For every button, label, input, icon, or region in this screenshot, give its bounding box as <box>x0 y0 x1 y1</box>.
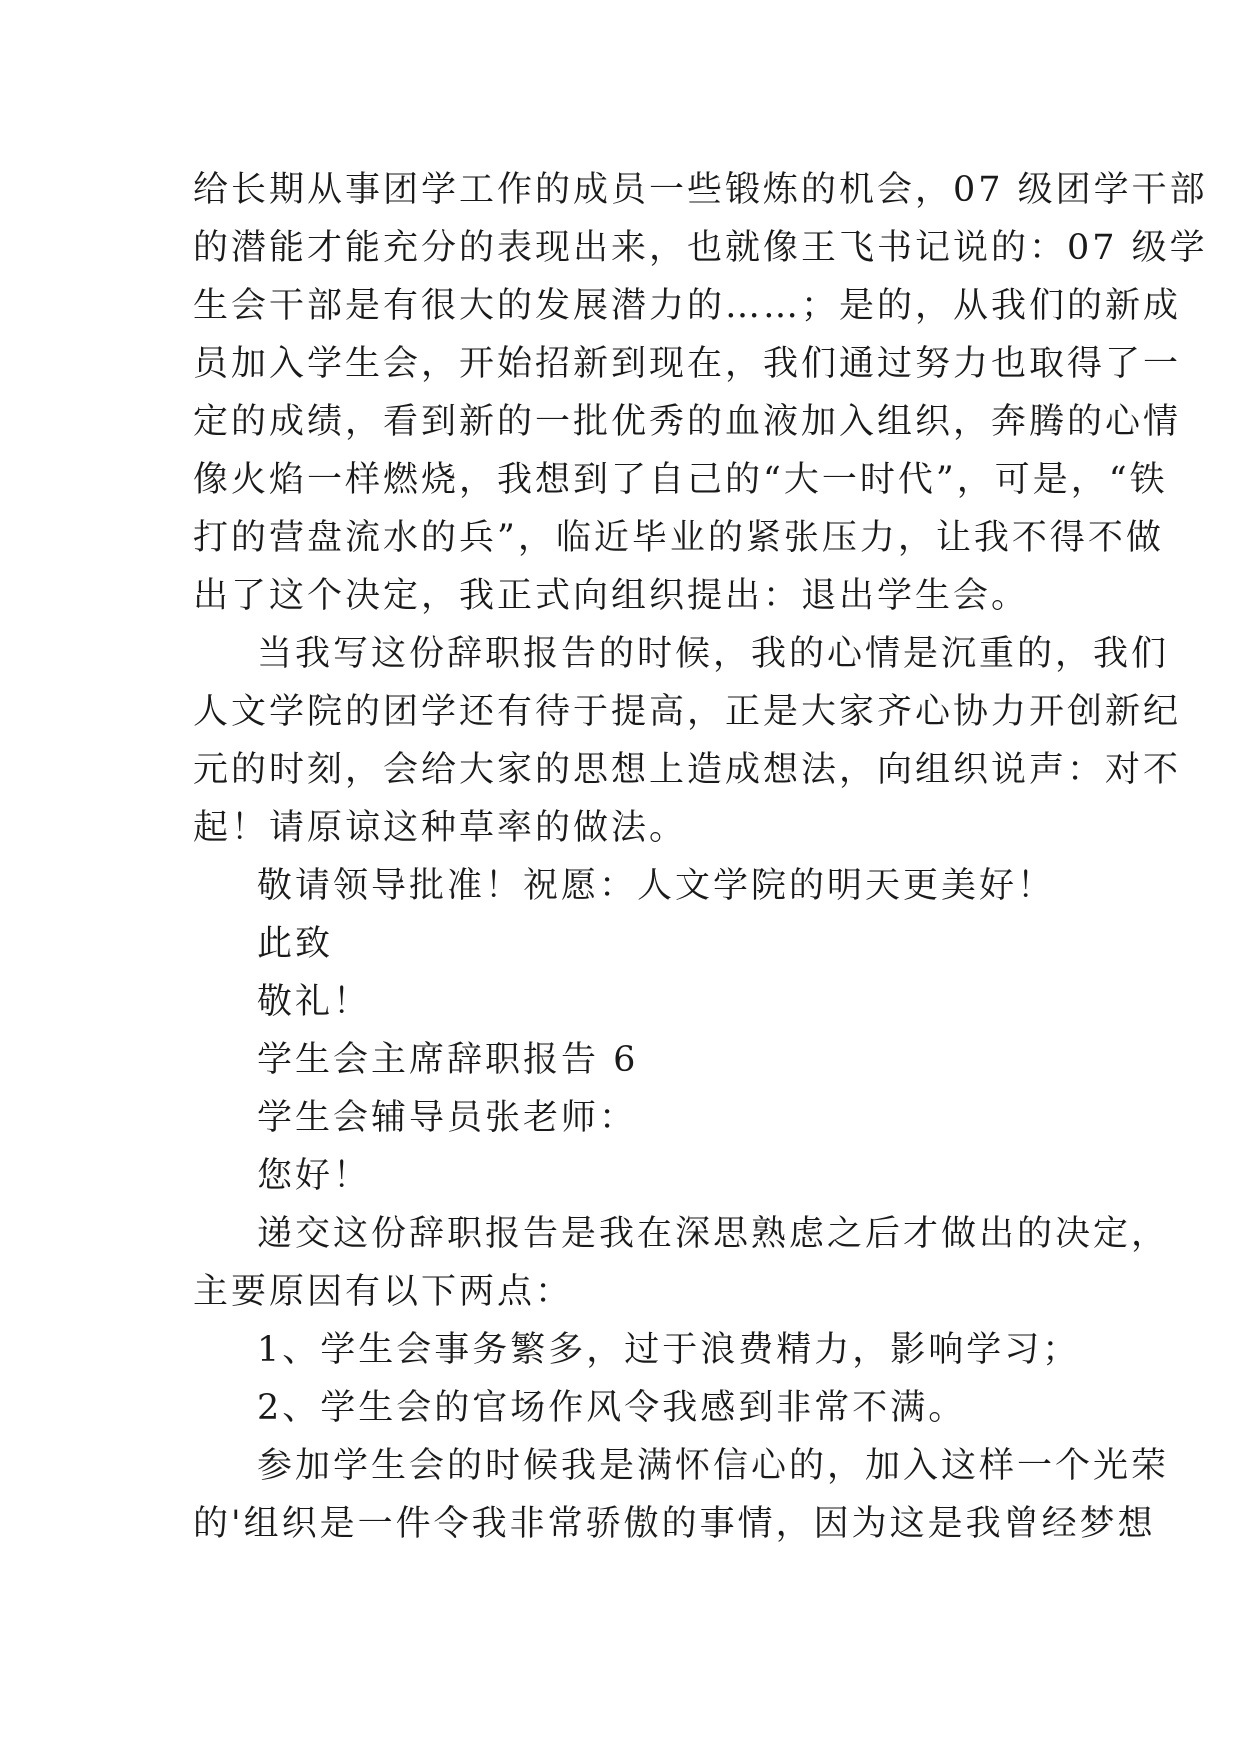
text-line: 打的营盘流水的兵”，临近毕业的紧张压力，让我不得不做 <box>193 518 1164 558</box>
text-line: 人文学院的团学还有待于提高，正是大家齐心协力开创新纪 <box>193 692 1182 732</box>
text-line: 员加入学生会，开始招新到现在，我们通过努力也取得了一 <box>193 344 1182 384</box>
text-line: 当我写这份辞职报告的时候，我的心情是沉重的，我们 <box>257 634 1170 674</box>
text-line: 给长期从事团学工作的成员一些锻炼的机会，07 级团学干部 <box>193 170 1208 210</box>
text-line: 元的时刻，会给大家的思想上造成想法，向组织说声：对不 <box>193 750 1182 790</box>
text-line: 定的成绩，看到新的一批优秀的血液加入组织，奔腾的心情 <box>193 402 1182 442</box>
document-body <box>193 161 1208 1553</box>
text-line: 您好！ <box>257 1156 372 1196</box>
text-line: 的潜能才能充分的表现出来，也就像王飞书记说的：07 级学 <box>193 228 1208 268</box>
list-item: 1、学生会事务繁多，过于浪费精力，影响学习； <box>257 1330 1081 1370</box>
text-line: 此致 <box>257 924 334 964</box>
section-heading: 学生会主席辞职报告 6 <box>257 1040 639 1080</box>
text-line: 生会干部是有很大的发展潜力的……；是的，从我们的新成 <box>193 286 1182 326</box>
text-line: 起！请原谅这种草率的做法。 <box>193 808 688 848</box>
text-line: 的'组织是一件令我非常骄傲的事情，因为这是我曾经梦想 <box>193 1504 1156 1544</box>
text-line: 出了这个决定，我正式向组织提出：退出学生会。 <box>193 576 1030 616</box>
text-line: 像火焰一样燃烧，我想到了自己的“大一时代”，可是，“铁 <box>193 460 1168 500</box>
text-line: 学生会辅导员张老师： <box>257 1098 638 1138</box>
text-line: 敬礼！ <box>257 982 372 1022</box>
text-line: 主要原因有以下两点： <box>193 1272 574 1312</box>
text-line: 参加学生会的时候我是满怀信心的，加入这样一个光荣 <box>257 1446 1170 1486</box>
text-line: 递交这份辞职报告是我在深思熟虑之后才做出的决定， <box>257 1214 1170 1254</box>
text-line: 敬请领导批准！祝愿：人文学院的明天更美好！ <box>257 866 1056 906</box>
list-item: 2、学生会的官场作风令我感到非常不满。 <box>257 1388 967 1428</box>
